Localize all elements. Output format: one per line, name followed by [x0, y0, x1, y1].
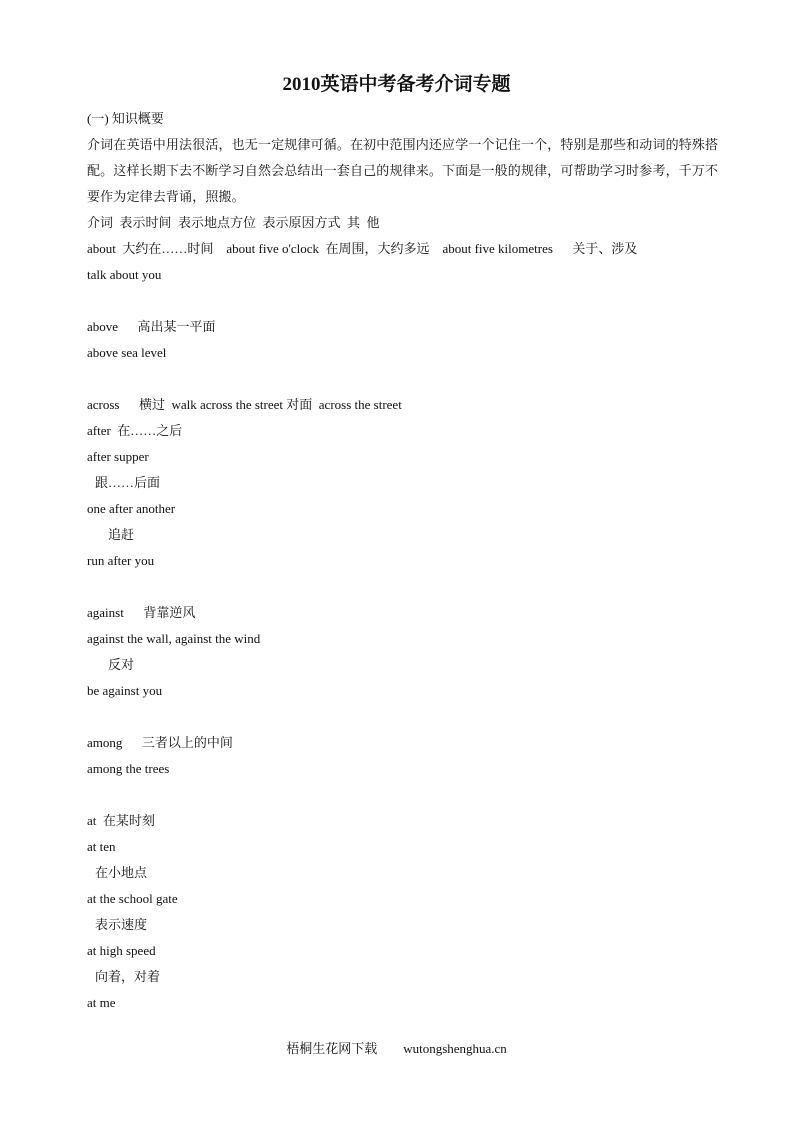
entry-among-line-2: among the trees: [87, 761, 170, 776]
spacer: [87, 704, 727, 730]
entry-against-line-4: be against you: [87, 683, 163, 698]
entry-across-line-1: across 横过 walk across the street 对面 across the street: [87, 397, 402, 412]
spacer: [87, 366, 727, 392]
entry-at-line-4: at the school gate: [87, 891, 178, 906]
spacer: [87, 288, 727, 314]
entry-after-line-5: 追赶: [108, 527, 135, 542]
entry-about-line-2: talk about you: [87, 267, 162, 282]
entry-after-line-6: run after you: [87, 553, 155, 568]
entry-above-line-1: above 高出某一平面: [87, 319, 216, 334]
entry-about-line-1: about 大约在……时间 about five o'clock 在周围，大约多远 about five kilometres 关于、涉及: [87, 241, 638, 256]
section-heading: (一) 知识概要: [87, 111, 164, 126]
entry-after-line-3: 跟……后面: [95, 475, 161, 490]
table-header: 介词 表示时间 表示地点方位 表示原因方式 其 他: [87, 215, 380, 230]
entry-after-line-2: after supper: [87, 449, 149, 464]
entry-against-line-3: 反对: [108, 657, 135, 672]
entry-at-line-7: 向着，对着: [95, 969, 161, 984]
spacer: [87, 782, 727, 808]
entry-after-line-4: one after another: [87, 501, 176, 516]
intro-paragraph: 介词在英语中用法很活，也无一定规律可循。在初中范围内还应学一个记住一个，特别是那些和动词的特殊搭配。这样长期下去不断学习自然会总结出一套自己的规律来。下面是一般的规律，可帮助学习时参考，千万不要作为定律去背诵，照搬。: [87, 137, 719, 204]
spacer: [87, 574, 727, 600]
entry-at-line-6: at high speed: [87, 943, 156, 958]
entry-above-line-2: above sea level: [87, 345, 167, 360]
entry-at-line-2: at ten: [87, 839, 116, 854]
entry-after-line-1: after 在……之后: [87, 423, 183, 438]
entry-at-line-8: at me: [87, 995, 116, 1010]
entry-among-line-1: among 三者以上的中间: [87, 735, 233, 750]
entry-at-line-1: at 在某时刻: [87, 813, 155, 828]
document-body: [87, 106, 727, 1016]
page-footer: 梧桐生花网下载 wutongshenghua.cn: [286, 1041, 507, 1056]
entry-against-line-2: against the wall, against the wind: [87, 631, 261, 646]
entry-against-line-1: against 背靠逆风: [87, 605, 196, 620]
entry-at-line-5: 表示速度: [95, 917, 148, 932]
document-title: 2010英语中考备考介词专题: [282, 74, 511, 95]
entry-at-line-3: 在小地点: [95, 865, 148, 880]
